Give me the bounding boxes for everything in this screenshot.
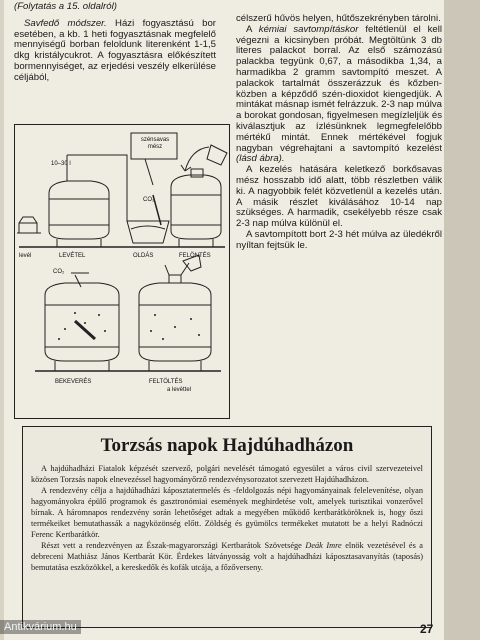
co2-label-top: CO₂ bbox=[143, 197, 155, 203]
level-label: levél bbox=[19, 253, 32, 259]
news-box bbox=[22, 426, 432, 628]
process-diagram bbox=[15, 125, 229, 418]
co2-label-bottom: CO₂ bbox=[53, 269, 65, 275]
oldas-label: OLDÁS bbox=[133, 253, 154, 259]
continuation-note: (Folytatás a 15. oldalról) bbox=[14, 1, 117, 12]
feltoltes-sub-label: a levéttel bbox=[167, 387, 192, 393]
method-lead: Savfedő módszer. bbox=[24, 17, 107, 29]
news-paragraph-2: A rendezvény célja a hajdúhadházi káposztatermelés és -feldolgozás népi hagyományainak felelevenítése, olyan hagyományokra épülő programok és gasztronómiai események meghirdetése volt, amelyek turisztikai vonzerővel bírnak. A háromnapos rendezvény során lehetőséget adtak a megyében működő kertbarátköröknek is, hogy őszi termékeiket bemutathassák a nagyközönség előtt. Zöldség és gyümölcs termékeket mutatott be a helyi Radnóczi Ferenc Kertbarátkör. bbox=[31, 486, 423, 539]
person-name: Deák Imre bbox=[305, 541, 342, 550]
levetel-label: LEVÉTEL bbox=[59, 253, 86, 259]
barrel-1 bbox=[49, 181, 109, 239]
page bbox=[4, 0, 444, 640]
left-paragraph-text: Házi fogyasztású bor esetében, a kb. 1 heti fogyasztásnak megfelelő mennyiségű borban feloldunk literenként 1-1,5 dkg kristálycukrot. A fogyasztásra előkészített bormennyiséget, az erjedési veszély elkerülése céljából, bbox=[14, 17, 216, 83]
right-column bbox=[236, 0, 442, 252]
right-paragraph-2: A kezelés hatására keletkező borkősavas mész hosszabb idő alatt, több részletben válik ki. A nagyobbik felét közvetlenül a kezelés után. A másik részlet kiválásához 10-14 nap szükséges. A harmadik, csekélyebb része csak 2-3 nap múlva különül el. bbox=[236, 164, 442, 230]
right-paragraph-1: A kémiai savtompításkor feltétlenül el kell végezni a kicsinyben próbát. Megtöltünk 3 db literes palackot borral. Az első számozású palackba tegyünk 0,67, a másodikba 1,34, a harmadikba 2 gramm savtompító meszet. A palackok tartalmát összerázzuk és kőzben-közben a képződő szén-dioxidot kiengedjük. A mintákat másnap ismét felrázzuk. 2-3 nap múlva a borokat gondosan, figyelmesen megízleljük és kiválasztjuk az ízlésünknek legmegfelelőbb mértékű mintát. Ennek mértékével fogjuk nagyban végrehajtani a savtompító kezelést (lásd ábra). bbox=[236, 23, 443, 165]
hose-1 bbox=[67, 155, 127, 221]
right-paragraph-3: A savtompított bort 2-3 hét múlva az üledékről nyíltan fejtsük le. bbox=[236, 228, 442, 251]
bekeveres-label: BEKEVERÉS bbox=[55, 379, 92, 385]
figure-ref: (lásd ábra). bbox=[236, 153, 285, 165]
watermark: Antikvárium.hu bbox=[0, 620, 81, 634]
right-paragraph-0: célszerű hűvös helyen, hűtőszekrényben tárolni. bbox=[236, 13, 441, 24]
barrel-4 bbox=[139, 283, 211, 361]
chemical-method: kémiai savtompításkor bbox=[258, 23, 359, 35]
pour-bucket bbox=[207, 145, 227, 165]
news-body bbox=[31, 463, 423, 573]
figure-box bbox=[14, 124, 230, 419]
felontes-label: FELÖNTÉS bbox=[179, 253, 211, 259]
news-paragraph-1: A hajdúhadházi Fiatalok képzését szervező, polgári nevelését támogató egyesület a város civil szervezeteivel közösen Torzsás napok elnevezéssel hagyományőrző rendezvénysorozatot szervezett Hajdúhadházon. bbox=[31, 464, 423, 484]
left-paragraph bbox=[14, 19, 216, 84]
barrel-2 bbox=[171, 175, 221, 239]
volume-label: 10–30 l bbox=[51, 161, 71, 167]
page-edge bbox=[444, 0, 480, 640]
news-title: Torzsás napok Hajdúhadházon bbox=[100, 435, 354, 456]
feltoltes-label: FELTÖLTÉS bbox=[149, 379, 183, 385]
news-paragraph-3: Részt vett a rendezvényen az Észak-magyarországi Kertbarátok Szövetsége Deák Imre elnök vezetésével és a debreceni Mathiász János Kertbarát Kör. Érdekes látványosság volt a hajdúhadházi káposztasavanyítás (taposás) bemutatása eszközökkel, a kereskedők és kofák utcája, a főzőverseny. bbox=[31, 541, 423, 572]
calcium-label: szénsavas mész bbox=[140, 137, 170, 150]
crate-shape bbox=[19, 223, 37, 233]
barrel-3 bbox=[45, 283, 119, 361]
page-number: 27 bbox=[420, 622, 434, 636]
mixing-bucket bbox=[127, 221, 169, 243]
left-column bbox=[14, 0, 216, 84]
